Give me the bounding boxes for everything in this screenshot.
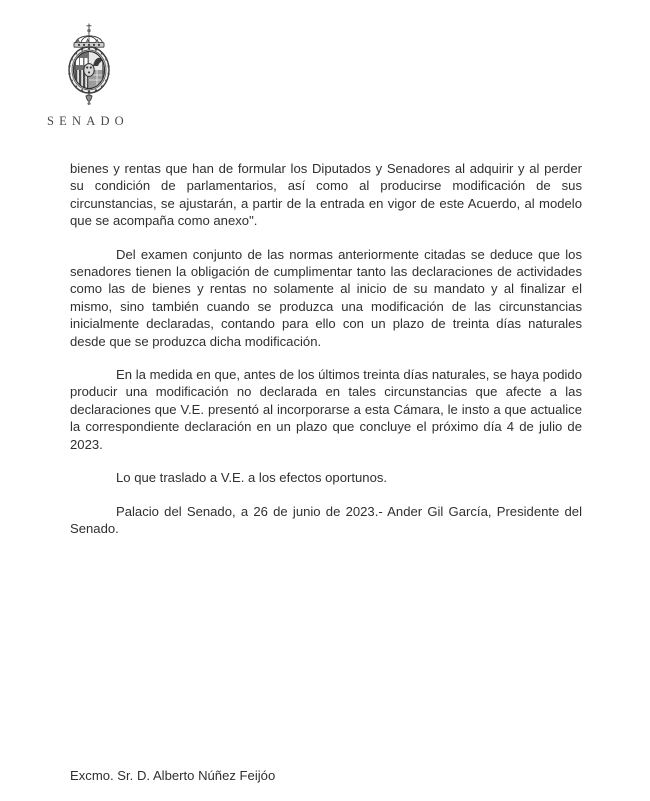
letterhead	[44, 22, 224, 142]
letter-body	[70, 160, 582, 549]
spanish-royal-coat-of-arms-icon	[60, 22, 118, 108]
paragraph-continuation: bienes y rentas que han de formular los Diputados y Senadores al adquirir y al perder su condición de parlamentarios, así como al producirse modificación de sus circunstancias, se ajustarán, a partir de la entrada en vigor de este Acuerdo, al modelo que se acompaña como anexo".	[70, 161, 582, 229]
paragraph-examen-conjunto: Del examen conjunto de las normas anteriormente citadas se deduce que los senadores tienen la obligación de cumplimentar tanto las declaraciones de actividades como las de bienes y rentas no solamente al inicio de su mandato y al finalizar el mismo, sino también cuando se produzca una modificación de las circunstancias inicialmente declaradas, contando para ello con un plazo de treinta días naturales desde que se produzca dicha modificación.	[70, 246, 582, 349]
paragraph-traslado: Lo que traslado a V.E. a los efectos oportunos.	[116, 470, 388, 486]
senado-wordmark: SENADO	[47, 114, 129, 128]
paragraph-en-la-medida: En la medida en que, antes de los últimos treinta días naturales, se haya podido producir una modificación no declarada en tales circunstancias que afecte a las declaraciones que V.E. presentó al incorporarse a esta Cámara, le insto a que actualice la correspondiente declaración en un plazo que concluye el próximo día 4 de julio de 2023.	[70, 367, 582, 452]
addressee-line: Excmo. Sr. D. Alberto Núñez Feijóo	[70, 768, 276, 783]
paragraph-lugar-fecha-firma: Palacio del Senado, a 26 de junio de 2023.- Ander Gil García, Presidente del Senado.	[70, 503, 582, 536]
